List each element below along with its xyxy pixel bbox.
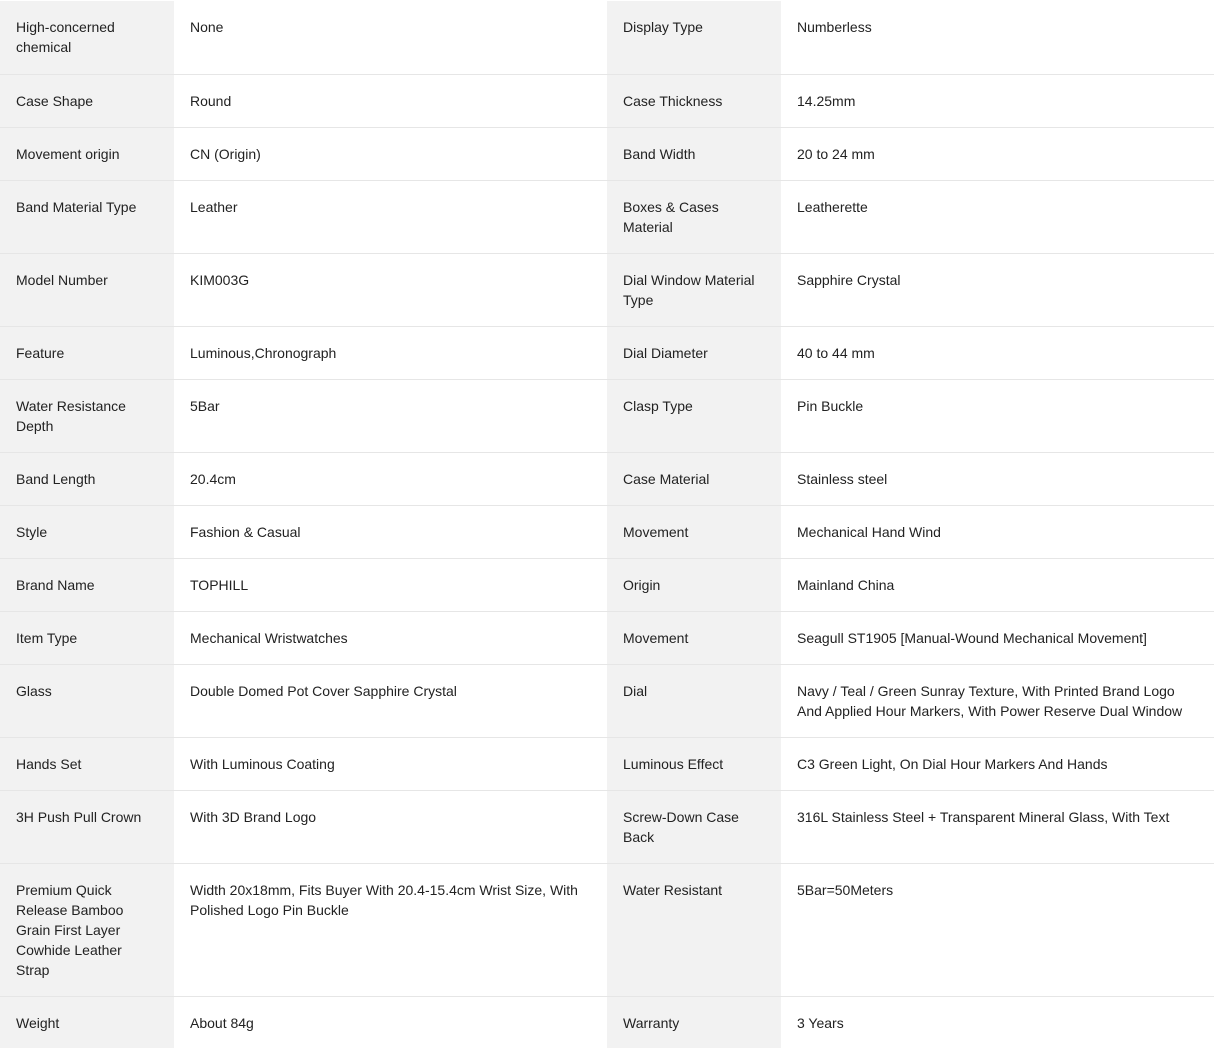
spec-label: Band Material Type [0,180,174,253]
spec-value: 20.4cm [174,452,607,505]
spec-label: Hands Set [0,737,174,790]
spec-value: Seagull ST1905 [Manual-Wound Mechanical Movement] [781,611,1214,664]
spec-value: CN (Origin) [174,127,607,180]
table-row [0,611,1214,664]
table-row [0,558,1214,611]
spec-value: 20 to 24 mm [781,127,1214,180]
spec-value: C3 Green Light, On Dial Hour Markers And Hands [781,737,1214,790]
spec-value: None [174,1,607,74]
spec-label: Band Length [0,452,174,505]
spec-label: Boxes & Cases Material [607,180,781,253]
table-row [0,180,1214,253]
spec-value: Mechanical Hand Wind [781,505,1214,558]
spec-value: Sapphire Crystal [781,253,1214,326]
table-row [0,1,1214,74]
spec-value: Fashion & Casual [174,505,607,558]
spec-label: Weight [0,996,174,1048]
spec-value: Round [174,74,607,127]
spec-label: Origin [607,558,781,611]
spec-value: Width 20x18mm, Fits Buyer With 20.4-15.4cm Wrist Size, With Polished Logo Pin Buckle [174,863,607,996]
spec-label: Case Thickness [607,74,781,127]
spec-label: Feature [0,326,174,379]
spec-label: Style [0,505,174,558]
spec-label: Dial [607,664,781,737]
spec-label: Band Width [607,127,781,180]
spec-label: Movement [607,505,781,558]
spec-value: Mainland China [781,558,1214,611]
spec-value: Stainless steel [781,452,1214,505]
spec-label: Clasp Type [607,379,781,452]
spec-table [0,1,1214,1048]
spec-label: Dial Window Material Type [607,253,781,326]
table-row [0,737,1214,790]
spec-label: Glass [0,664,174,737]
spec-value: KIM003G [174,253,607,326]
spec-label: Dial Diameter [607,326,781,379]
table-row [0,664,1214,737]
spec-label: Water Resistance Depth [0,379,174,452]
spec-value: About 84g [174,996,607,1048]
spec-value: 316L Stainless Steel + Transparent Mineral Glass, With Text [781,790,1214,863]
spec-value: With Luminous Coating [174,737,607,790]
table-row [0,790,1214,863]
spec-value: Navy / Teal / Green Sunray Texture, With Printed Brand Logo And Applied Hour Markers, With Power Reserve Dual Window [781,664,1214,737]
spec-value: Double Domed Pot Cover Sapphire Crystal [174,664,607,737]
spec-value: Leather [174,180,607,253]
spec-label: Model Number [0,253,174,326]
spec-value: 14.25mm [781,74,1214,127]
spec-value: Numberless [781,1,1214,74]
spec-value: 40 to 44 mm [781,326,1214,379]
spec-value: Mechanical Wristwatches [174,611,607,664]
spec-label: Display Type [607,1,781,74]
table-row [0,379,1214,452]
table-row [0,996,1214,1048]
spec-label: Luminous Effect [607,737,781,790]
spec-value: Leatherette [781,180,1214,253]
table-row [0,863,1214,996]
spec-value: Pin Buckle [781,379,1214,452]
spec-label: Movement [607,611,781,664]
table-row [0,505,1214,558]
spec-value: TOPHILL [174,558,607,611]
spec-label: High-concerned chemical [0,1,174,74]
spec-label: Warranty [607,996,781,1048]
spec-label: Brand Name [0,558,174,611]
table-row [0,127,1214,180]
spec-value: 5Bar [174,379,607,452]
spec-label: Item Type [0,611,174,664]
table-row [0,326,1214,379]
spec-label: Case Shape [0,74,174,127]
table-row [0,74,1214,127]
spec-value: With 3D Brand Logo [174,790,607,863]
spec-label: Screw-Down Case Back [607,790,781,863]
spec-value: 3 Years [781,996,1214,1048]
spec-label: Case Material [607,452,781,505]
spec-label: Water Resistant [607,863,781,996]
spec-label: 3H Push Pull Crown [0,790,174,863]
spec-label: Movement origin [0,127,174,180]
table-row [0,253,1214,326]
spec-value: Luminous,Chronograph [174,326,607,379]
spec-value: 5Bar=50Meters [781,863,1214,996]
spec-label: Premium Quick Release Bamboo Grain First Layer Cowhide Leather Strap [0,863,174,996]
table-row [0,452,1214,505]
